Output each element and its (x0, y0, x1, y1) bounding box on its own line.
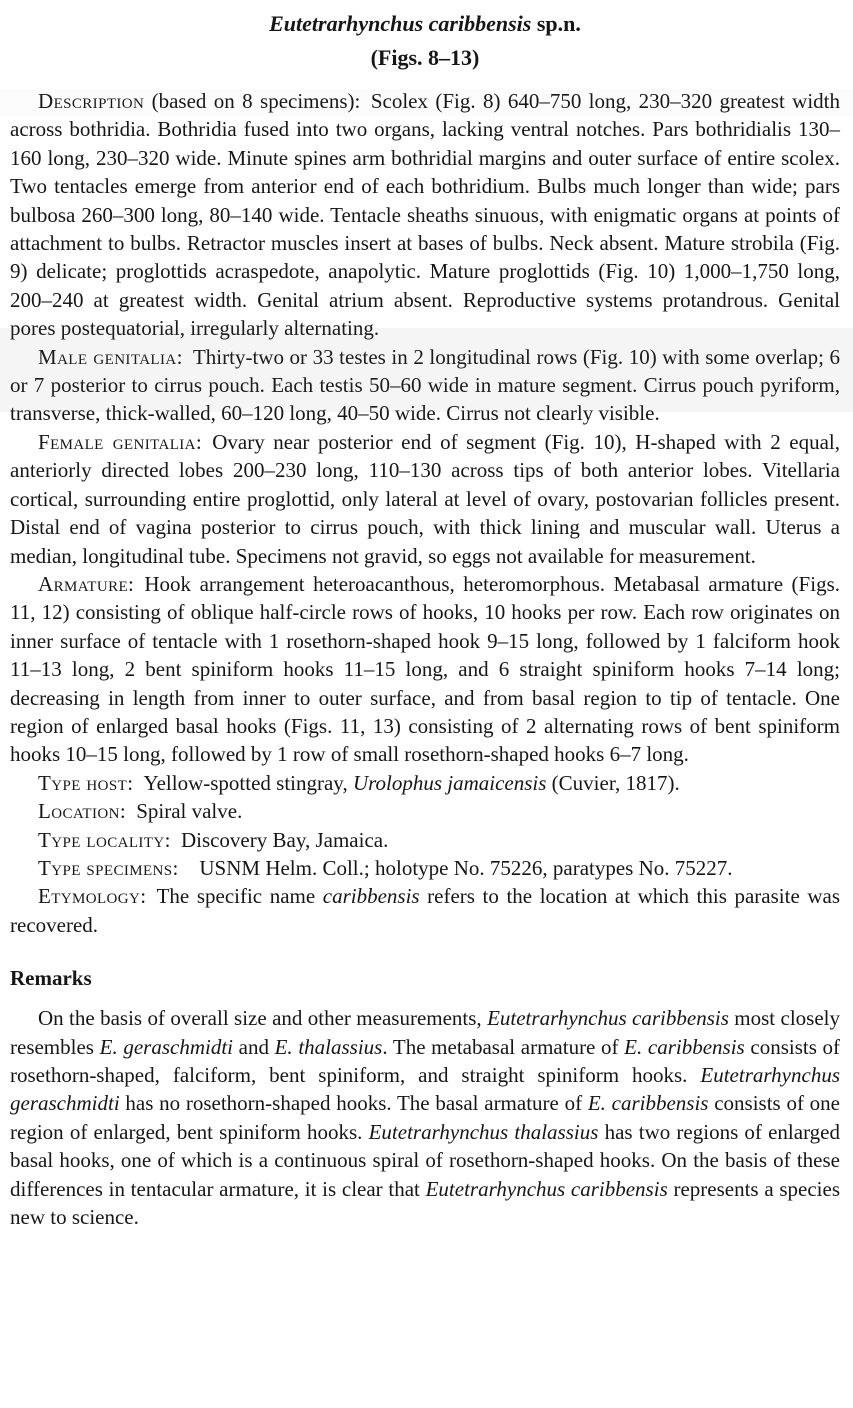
paragraph-description (10, 87, 840, 343)
text-segment: represents a species new to science. (10, 1176, 841, 1230)
text-segment: refers to the location at which this parasite was recovered. (10, 884, 840, 937)
text-segment: Urolophus jamaicensis (352, 770, 547, 795)
text-segment: : Thirty-two or 33 testes in 2 longitudinal rows (Fig. 10) with some overlap; 6 or 7 posterior to cirrus pouch. Each testis 50–60 wide in mature segment. Cirrus pouch pyriform, transverse, thick-walled, 60–120 long, 40–50 wide. Cirrus not clearly visible. (10, 344, 840, 426)
figures-subtitle: (Figs. 8–13) (370, 45, 480, 70)
text-segment: has two regions of enlarged basal hooks, one of which is a continuous spiral of rosethorn-shaped hooks. On the basis of these differences in tentacular armature, it is clear that (10, 1119, 841, 1201)
text-segment: Type specimens (38, 855, 173, 880)
text-segment: : The specific name (140, 884, 323, 909)
text-segment: has no rosethorn-shaped hooks. The basal armature of (119, 1091, 588, 1116)
text-segment: Eutetrarhynchus thalassius (368, 1119, 599, 1144)
paragraph-type-host (10, 769, 840, 797)
text-segment: Armature (38, 571, 129, 596)
paragraph-etymology (10, 882, 840, 939)
text-segment: Eutetrarhynchus caribbensis (487, 1006, 729, 1031)
text-segment: E. caribbensis (624, 1034, 745, 1059)
paragraph-remarks (10, 1004, 840, 1231)
text-segment: consists of one region of enlarged, bent spiniform hooks. (10, 1091, 840, 1144)
text-segment: Etymology (38, 884, 141, 909)
text-segment: Male genitalia (38, 344, 177, 369)
text-segment: caribbensis (322, 884, 420, 909)
text-segment: (Cuvier, 1817). (546, 770, 680, 795)
text-segment: Eutetrarhynchus geraschmidti (10, 1063, 840, 1116)
paragraph-male-genitalia (10, 343, 840, 428)
text-segment: Description (38, 89, 145, 113)
text-segment: : Discovery Bay, Jamaica. (164, 827, 389, 852)
text-segment: : Hook arrangement heteroacanthous, heteromorphous. Metabasal armature (Figs. 11, 12) consisting of oblique half-circle rows of hooks, 10 hooks per row. Each row originates on inner surface of tentacle with 1 rosethorn-shaped hook 9–15 long, followed by 1 falciform hook 11–13 long, 2 bent spiniform hooks 11–15 long, and 6 straight spiniform hooks 7–14 long; decreasing in length from inner to outer surface, and from basal region to tip of tentacle. One region of enlarged basal hooks (Figs. 11, 13) consisting of 2 alternating rows of bent spiniform hooks 10–15 long, followed by 1 row of small rosethorn-shaped hooks 6–7 long. (10, 571, 840, 767)
paragraph-armature (10, 570, 840, 769)
paragraph-location (10, 797, 840, 825)
text-segment: : Spiral valve. (119, 799, 243, 824)
text-segment: E. thalassius (274, 1034, 383, 1059)
text-segment: E. caribbensis (587, 1091, 709, 1116)
species-title (10, 10, 840, 37)
text-segment: Type host (38, 770, 128, 795)
text-segment: most closely resembles (10, 1006, 840, 1059)
text-segment: Eutetrarhynchus caribbensis (425, 1176, 668, 1201)
remarks-heading: Remarks (10, 966, 92, 991)
text-segment: : Yellow-spotted stingray, (127, 770, 353, 795)
text-segment: Location (38, 799, 120, 824)
paragraph-type-locality (10, 826, 840, 854)
text-segment: (based on 8 specimens): Scolex (Fig. 8) 640–750 long, 230–320 greatest width across bothridia. Bothridia fused into two organs, lacking ventral notches. Pars bothridialis 130–160 long, 230–320 wide. Minute spines arm bothridial margins and outer surface of entire scolex. Two tentacles emerge from anterior end of each bothridium. Bulbs much longer than wide; pars bulbosa 260–300 long, 80–140 wide. Tentacle sheaths sinuous, with enigmatic organs at points of attachment to bulbs. Retractor muscles insert at bases of bulbs. Neck absent. Mature strobila (Fig. 9) delicate; proglottids acraspedote, anapolytic. Mature proglottids (Fig. 10) 1,000–1,750 long, 200–240 at greatest width. Genital atrium absent. Reproductive systems protandrous. Genital pores postequatorial, irregularly alternating. (10, 89, 840, 341)
text-segment: Female genitalia (38, 429, 196, 454)
paragraph-type-specimens (10, 854, 840, 882)
text-segment: E. geraschmidti (99, 1034, 233, 1059)
text-segment: Type locality (38, 827, 165, 852)
species-title-suffix: sp.n. (531, 11, 581, 36)
text-segment: and (233, 1034, 275, 1059)
text-segment: . The metabasal armature of (382, 1034, 625, 1059)
text-segment: : USNM Helm. Coll.; holotype No. 75226, paratypes No. 75227. (172, 855, 733, 880)
text-segment: consists of rosethorn-shaped, falciform, bent spiniform, and straight spiniform hooks. (10, 1034, 841, 1087)
text-segment: On the basis of overall size and other measurements, (38, 1006, 488, 1031)
species-name: Eutetrarhynchus caribbensis (269, 11, 532, 36)
text-segment: : Ovary near posterior end of segment (Fig. 10), H-shaped with 2 equal, anteriorly directed lobes 200–230 long, 110–130 across tips of both anterior lobes. Vitellaria cortical, surrounding entire proglottid, only lateral at level of ovary, postovarian follicles present. Distal end of vagina posterior to cirrus pouch, with thick lining and muscular wall. Uterus a median, longitudinal tube. Specimens not gravid, so eggs not available for measurement. (10, 429, 840, 568)
paragraph-female-genitalia (10, 428, 840, 570)
